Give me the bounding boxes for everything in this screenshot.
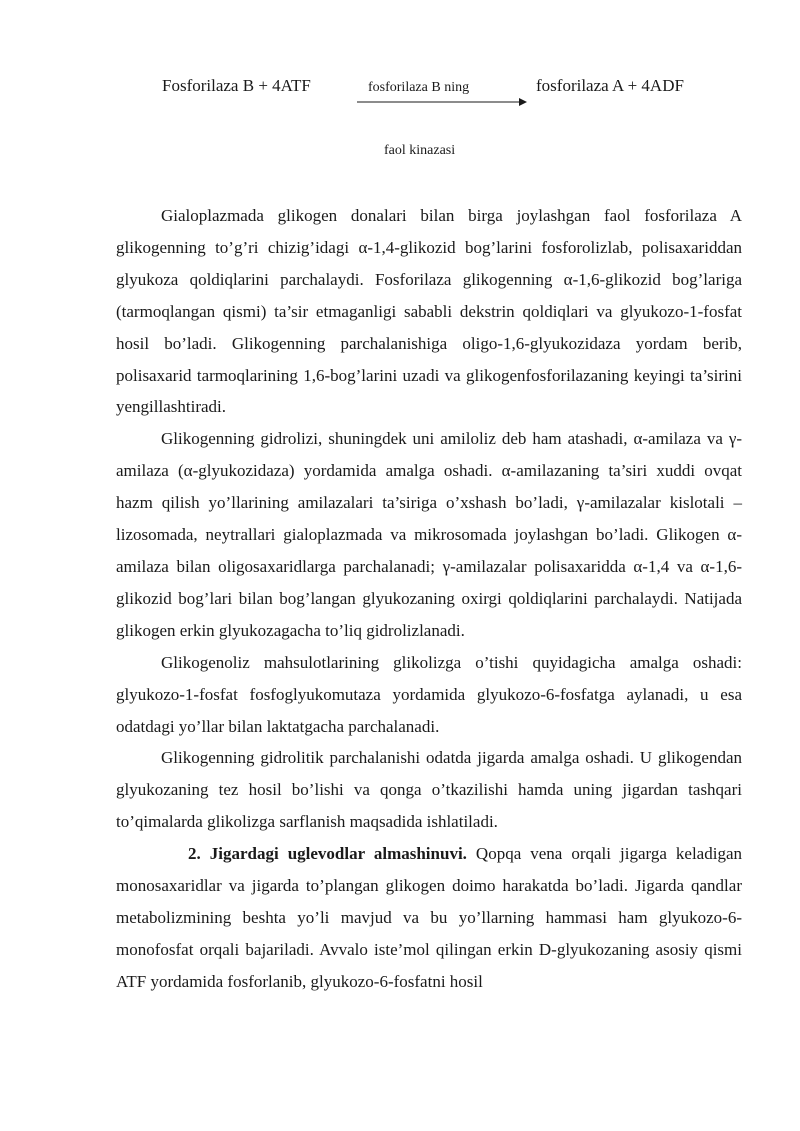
paragraph: Glikogenning gidrolizi, shuningdek uni amiloliz deb ham atashadi, α-amilaza va γ-amilaza (α-glyukozidaza) yordamida amalga oshadi. α-amilazaning ta’siri xuddi ovqat hazm qilish yo’llarining amilazalari ta’siriga o’xshash bo’ladi, γ-amilazalar kislotali – lizosomada, neytrallari gialoplazmada va mikrosomada joylashgan bo’ladi. Glikogen α-amilaza bilan oligosaxaridlarga parchalanadi; γ-amilazalar polisaxaridda α-1,4 va α-1,6- glikozid bog’lari bilan bog’langan glyukozaning oxirgi qoldiqlarini parchalaydi. Natijada glikogen erkin glyukozagacha to’liq gidrolizlanadi.	[116, 429, 742, 640]
reaction-enzyme-below: faol kinazasi	[384, 143, 456, 158]
paragraph: Glikogenning gidrolitik parchalanishi odatda jigarda amalga oshadi. U glikogendan glyukozaning tez hosil bo’lishi va qonga o’tkazilishi hamda uning jigardan tashqari to’qimalarda glikolizga sarflanish maqsadida ishlatiladi.	[116, 748, 742, 832]
body-text	[116, 200, 742, 998]
reaction-reactants: Fosforilaza B + 4ATF	[162, 76, 311, 95]
section-text: Qopqa vena orqali jigarga keladigan monosaxaridlar va jigarda to’plangan glikogen doimo harakatda bo’ladi. Jigarda qandlar metabolizmining beshta yo’li mavjud va bu yo’llarning hammasi ham glyukozo-6-monofosfat orqali bajariladi. Avvalo iste’mol qilingan erkin D-glyukozaning asosiy qismi ATF yordamida fosforlanib, glyukozo-6-fosfatni hosil	[116, 844, 742, 991]
reaction-arrow-icon	[357, 96, 527, 108]
reaction-equation	[0, 0, 800, 170]
paragraph: Gialoplazmada glikogen donalari bilan birga joylashgan faol fosforilaza A glikogenning to’g’ri chizig’idagi α-1,4-glikozid bog’larini fosforolizlab, polisaxariddan glyukoza qoldiqlarini parchalaydi. Fosforilaza glikogenning α-1,6-glikozid bog’lariga (tarmoqlangan qismi) ta’sir etmaganligi sababli dekstrin qoldiqlari va glyukozo-1-fosfat hosil bo’ladi. Glikogenning parchalanishiga oligo-1,6-glyukozidaza yordam berib, polisaxarid tarmoqlarining 1,6-bog’larini uzadi va glikogenfosforilazaning keyingi ta’sirini yengillashtiradi.	[116, 206, 742, 417]
section-heading: 2. Jigardagi uglevodlar almashinuvi.	[188, 844, 467, 864]
reaction-products: fosforilaza A + 4ADF	[536, 76, 684, 95]
reaction-enzyme-above: fosforilaza B ning	[368, 80, 470, 95]
paragraph: Glikogenoliz mahsulotlarining glikolizga o’tishi quyidagicha amalga oshadi: glyukozo-1-fosfat fosfoglyukomutaza yordamida glyukozo-6-fosfatga aylanadi, u esa odatdagi yo’llar bilan laktatgacha parchalanadi.	[116, 652, 742, 736]
section-paragraph	[116, 838, 742, 998]
